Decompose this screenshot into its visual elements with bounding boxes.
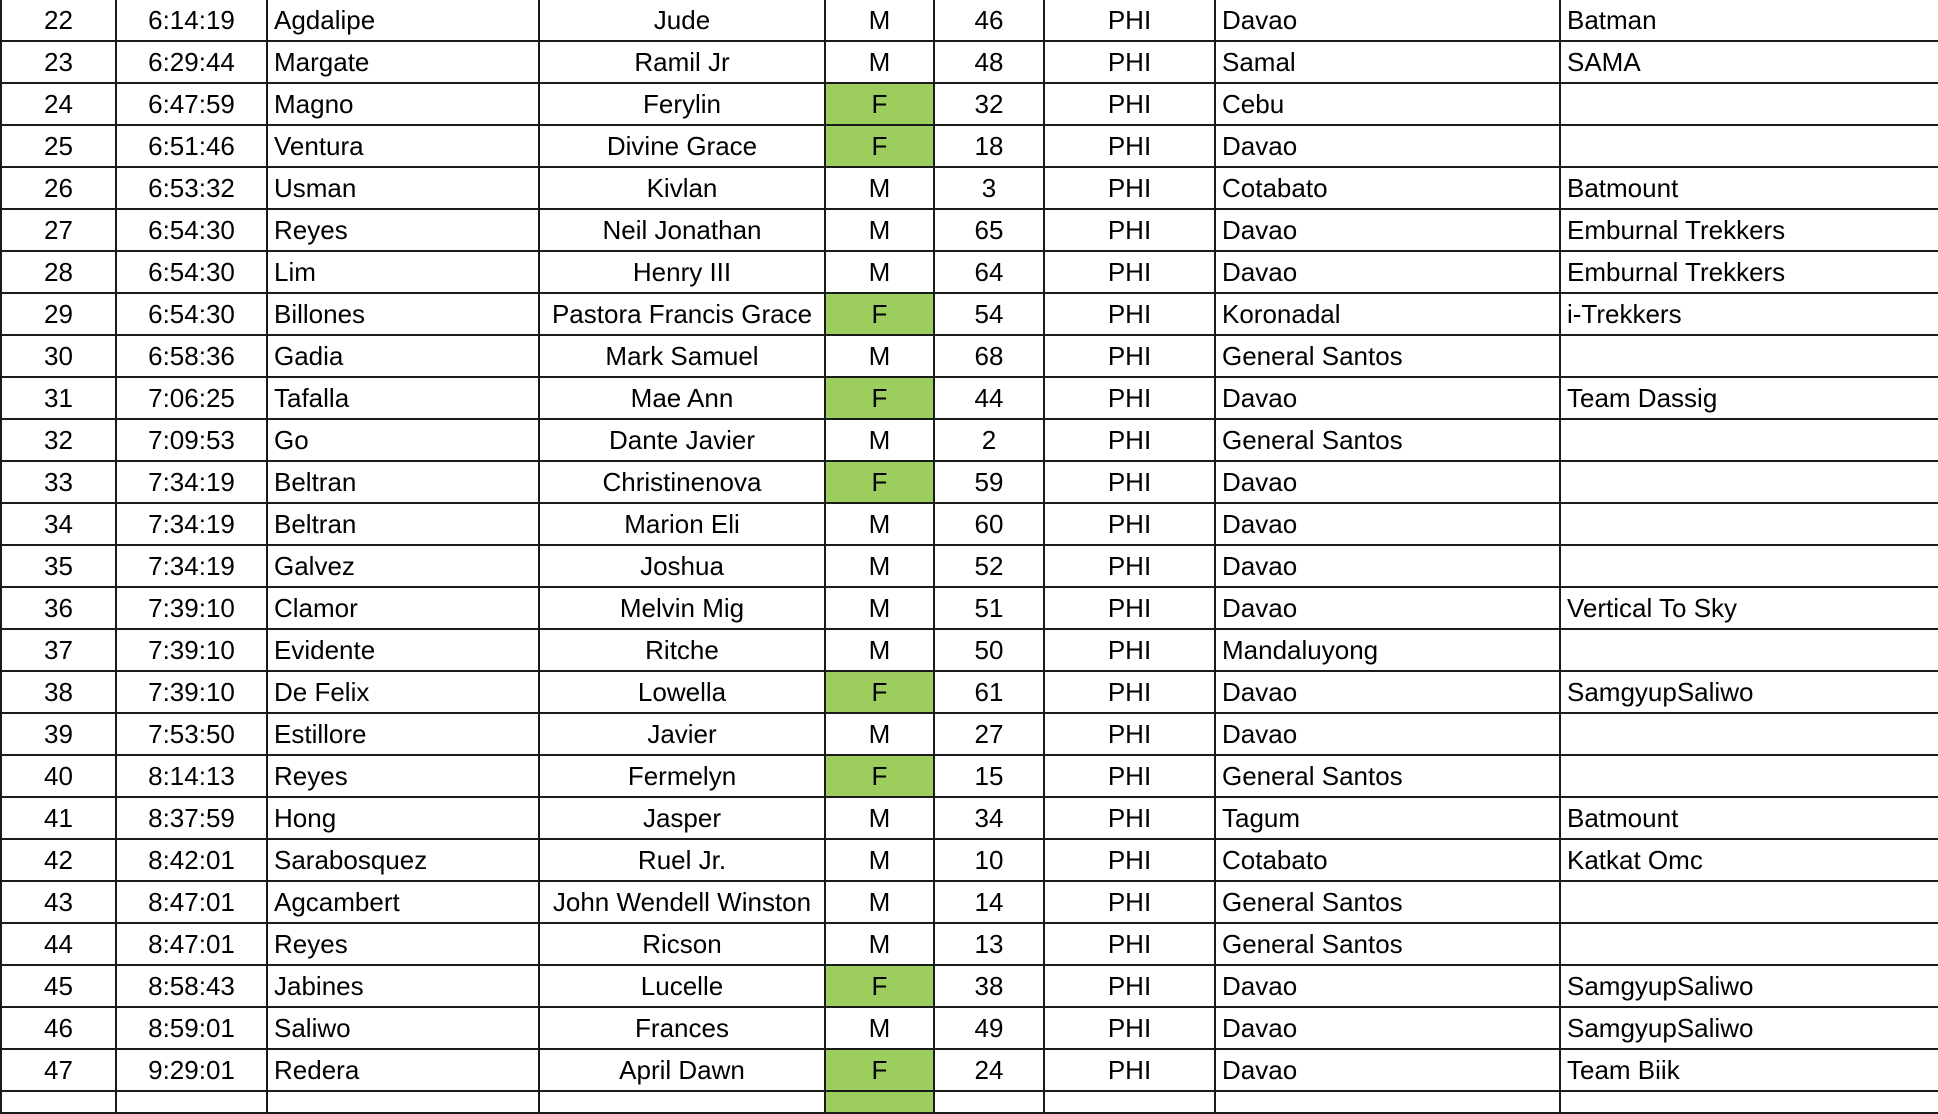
rank-cell[interactable]: 37	[1, 629, 116, 671]
time-cell[interactable]: 8:58:43	[116, 965, 267, 1007]
gender-cell[interactable]: M	[825, 251, 934, 293]
time-cell[interactable]: 8:47:01	[116, 923, 267, 965]
city-cell[interactable]: Davao	[1215, 965, 1560, 1007]
first-name-cell[interactable]: Marion Eli	[539, 503, 825, 545]
gender-cell[interactable]: F	[825, 671, 934, 713]
last-name-cell[interactable]: Gadia	[267, 335, 539, 377]
city-cell[interactable]: Mandaluyong	[1215, 629, 1560, 671]
country-cell[interactable]: PHI	[1044, 209, 1215, 251]
team-cell[interactable]	[1560, 419, 1938, 461]
rank-cell[interactable]: 34	[1, 503, 116, 545]
bib-cell[interactable]: 18	[934, 125, 1044, 167]
rank-cell[interactable]: 33	[1, 461, 116, 503]
table-row	[1, 0, 1938, 41]
gender-cell[interactable]: M	[825, 335, 934, 377]
bib-cell[interactable]: 15	[934, 755, 1044, 797]
team-cell[interactable]: Katkat Omc	[1560, 839, 1938, 881]
rank-cell[interactable]: 32	[1, 419, 116, 461]
first-name-cell[interactable]: Lowella	[539, 671, 825, 713]
city-cell[interactable]: Davao	[1215, 377, 1560, 419]
bib-cell[interactable]: 64	[934, 251, 1044, 293]
team-cell[interactable]	[1560, 629, 1938, 671]
last-name-cell[interactable]: Reyes	[267, 755, 539, 797]
city-cell[interactable]: Cotabato	[1215, 167, 1560, 209]
table-row	[1, 293, 1938, 335]
table-row	[1, 923, 1938, 965]
time-cell[interactable]: 7:09:53	[116, 419, 267, 461]
bib-cell[interactable]: 34	[934, 797, 1044, 839]
gender-cell[interactable]: M	[825, 41, 934, 83]
first-name-cell[interactable]: Neil Jonathan	[539, 209, 825, 251]
first-name-cell[interactable]: April Dawn	[539, 1049, 825, 1091]
city-cell[interactable]: Cotabato	[1215, 839, 1560, 881]
bib-cell[interactable]: 44	[934, 377, 1044, 419]
first-name-cell[interactable]: Ruel Jr.	[539, 839, 825, 881]
table-row	[1, 1091, 1938, 1113]
time-cell[interactable]: 8:37:59	[116, 797, 267, 839]
first-name-cell[interactable]: Jude	[539, 0, 825, 41]
time-cell[interactable]: 7:39:10	[116, 587, 267, 629]
gender-cell[interactable]: M	[825, 587, 934, 629]
team-cell[interactable]	[1560, 461, 1938, 503]
last-name-cell[interactable]: Agdalipe	[267, 0, 539, 41]
city-cell[interactable]	[1215, 1091, 1560, 1113]
bib-cell[interactable]: 10	[934, 839, 1044, 881]
rank-cell[interactable]: 42	[1, 839, 116, 881]
rank-cell[interactable]: 40	[1, 755, 116, 797]
gender-cell[interactable]: F	[825, 83, 934, 125]
first-name-cell[interactable]: Mae Ann	[539, 377, 825, 419]
table-row	[1, 839, 1938, 881]
team-cell[interactable]: Vertical To Sky	[1560, 587, 1938, 629]
last-name-cell[interactable]: Magno	[267, 83, 539, 125]
table-row	[1, 209, 1938, 251]
country-cell[interactable]: PHI	[1044, 293, 1215, 335]
team-cell[interactable]	[1560, 335, 1938, 377]
last-name-cell[interactable]: Beltran	[267, 461, 539, 503]
rank-cell[interactable]: 47	[1, 1049, 116, 1091]
gender-cell[interactable]: M	[825, 545, 934, 587]
city-cell[interactable]: Samal	[1215, 41, 1560, 83]
bib-cell[interactable]: 3	[934, 167, 1044, 209]
table-row	[1, 545, 1938, 587]
team-cell[interactable]: SamgyupSaliwo	[1560, 965, 1938, 1007]
last-name-cell[interactable]: Clamor	[267, 587, 539, 629]
city-cell[interactable]: Davao	[1215, 461, 1560, 503]
bib-cell[interactable]: 50	[934, 629, 1044, 671]
rank-cell[interactable]: 45	[1, 965, 116, 1007]
country-cell[interactable]: PHI	[1044, 461, 1215, 503]
table-row	[1, 83, 1938, 125]
gender-cell[interactable]: F	[825, 293, 934, 335]
city-cell[interactable]: Davao	[1215, 251, 1560, 293]
last-name-cell[interactable]: Estillore	[267, 713, 539, 755]
time-cell[interactable]: 6:47:59	[116, 83, 267, 125]
team-cell[interactable]	[1560, 1091, 1938, 1113]
gender-cell[interactable]: M	[825, 713, 934, 755]
city-cell[interactable]: General Santos	[1215, 335, 1560, 377]
city-cell[interactable]: Davao	[1215, 713, 1560, 755]
first-name-cell[interactable]: Divine Grace	[539, 125, 825, 167]
bib-cell[interactable]: 49	[934, 1007, 1044, 1049]
bib-cell[interactable]: 52	[934, 545, 1044, 587]
table-row	[1, 377, 1938, 419]
city-cell[interactable]: Tagum	[1215, 797, 1560, 839]
rank-cell[interactable]	[1, 1091, 116, 1113]
team-cell[interactable]: i-Trekkers	[1560, 293, 1938, 335]
gender-cell[interactable]: F	[825, 1049, 934, 1091]
last-name-cell[interactable]: Lim	[267, 251, 539, 293]
bib-cell[interactable]: 13	[934, 923, 1044, 965]
country-cell[interactable]: PHI	[1044, 881, 1215, 923]
team-cell[interactable]	[1560, 83, 1938, 125]
time-cell[interactable]	[116, 1091, 267, 1113]
last-name-cell[interactable]: Billones	[267, 293, 539, 335]
first-name-cell[interactable]: Ferylin	[539, 83, 825, 125]
team-cell[interactable]: Batmount	[1560, 167, 1938, 209]
time-cell[interactable]: 7:34:19	[116, 545, 267, 587]
team-cell[interactable]	[1560, 713, 1938, 755]
team-cell[interactable]: Emburnal Trekkers	[1560, 251, 1938, 293]
time-cell[interactable]: 7:39:10	[116, 671, 267, 713]
table-row	[1, 167, 1938, 209]
first-name-cell[interactable]	[539, 1091, 825, 1113]
gender-cell[interactable]: F	[825, 965, 934, 1007]
time-cell[interactable]: 7:39:10	[116, 629, 267, 671]
rank-cell[interactable]: 30	[1, 335, 116, 377]
country-cell[interactable]: PHI	[1044, 167, 1215, 209]
team-cell[interactable]: Team Dassig	[1560, 377, 1938, 419]
table-row	[1, 587, 1938, 629]
city-cell[interactable]: General Santos	[1215, 881, 1560, 923]
bib-cell[interactable]: 46	[934, 0, 1044, 41]
gender-cell[interactable]: F	[825, 377, 934, 419]
team-cell[interactable]	[1560, 503, 1938, 545]
last-name-cell[interactable]: Beltran	[267, 503, 539, 545]
country-cell[interactable]: PHI	[1044, 713, 1215, 755]
city-cell[interactable]: General Santos	[1215, 755, 1560, 797]
last-name-cell[interactable]: Redera	[267, 1049, 539, 1091]
first-name-cell[interactable]: Ritche	[539, 629, 825, 671]
rank-cell[interactable]: 28	[1, 251, 116, 293]
city-cell[interactable]: Koronadal	[1215, 293, 1560, 335]
first-name-cell[interactable]: Henry III	[539, 251, 825, 293]
time-cell[interactable]: 8:42:01	[116, 839, 267, 881]
first-name-cell[interactable]: Fermelyn	[539, 755, 825, 797]
team-cell[interactable]	[1560, 755, 1938, 797]
last-name-cell[interactable]: Evidente	[267, 629, 539, 671]
country-cell[interactable]: PHI	[1044, 839, 1215, 881]
rank-cell[interactable]: 41	[1, 797, 116, 839]
bib-cell[interactable]: 54	[934, 293, 1044, 335]
city-cell[interactable]: Davao	[1215, 125, 1560, 167]
table-row	[1, 1049, 1938, 1091]
table-row	[1, 335, 1938, 377]
country-cell[interactable]: PHI	[1044, 503, 1215, 545]
last-name-cell[interactable]: Sarabosquez	[267, 839, 539, 881]
time-cell[interactable]: 7:06:25	[116, 377, 267, 419]
rank-cell[interactable]: 23	[1, 41, 116, 83]
bib-cell[interactable]	[934, 1091, 1044, 1113]
first-name-cell[interactable]: John Wendell Winston	[539, 881, 825, 923]
last-name-cell[interactable]: Go	[267, 419, 539, 461]
country-cell[interactable]: PHI	[1044, 587, 1215, 629]
time-cell[interactable]: 6:53:32	[116, 167, 267, 209]
bib-cell[interactable]: 24	[934, 1049, 1044, 1091]
first-name-cell[interactable]: Christinenova	[539, 461, 825, 503]
rank-cell[interactable]: 22	[1, 0, 116, 41]
country-cell[interactable]: PHI	[1044, 965, 1215, 1007]
table-row	[1, 671, 1938, 713]
team-cell[interactable]: SAMA	[1560, 41, 1938, 83]
team-cell[interactable]	[1560, 923, 1938, 965]
last-name-cell[interactable]: Ventura	[267, 125, 539, 167]
time-cell[interactable]: 7:34:19	[116, 461, 267, 503]
country-cell[interactable]	[1044, 1091, 1215, 1113]
first-name-cell[interactable]: Jasper	[539, 797, 825, 839]
rank-cell[interactable]: 43	[1, 881, 116, 923]
last-name-cell[interactable]: Margate	[267, 41, 539, 83]
table-row	[1, 251, 1938, 293]
rank-cell[interactable]: 36	[1, 587, 116, 629]
team-cell[interactable]: Batman	[1560, 0, 1938, 41]
time-cell[interactable]: 6:54:30	[116, 209, 267, 251]
team-cell[interactable]: SamgyupSaliwo	[1560, 671, 1938, 713]
time-cell[interactable]: 7:53:50	[116, 713, 267, 755]
city-cell[interactable]: Davao	[1215, 545, 1560, 587]
gender-cell[interactable]: M	[825, 797, 934, 839]
first-name-cell[interactable]: Joshua	[539, 545, 825, 587]
last-name-cell[interactable]: Jabines	[267, 965, 539, 1007]
gender-cell[interactable]: M	[825, 923, 934, 965]
time-cell[interactable]: 6:54:30	[116, 293, 267, 335]
rank-cell[interactable]: 39	[1, 713, 116, 755]
city-cell[interactable]: General Santos	[1215, 923, 1560, 965]
table-row	[1, 461, 1938, 503]
table-row	[1, 755, 1938, 797]
rank-cell[interactable]: 27	[1, 209, 116, 251]
bib-cell[interactable]: 59	[934, 461, 1044, 503]
table-row	[1, 881, 1938, 923]
rank-cell[interactable]: 25	[1, 125, 116, 167]
city-cell[interactable]: Davao	[1215, 1049, 1560, 1091]
table-row	[1, 629, 1938, 671]
bib-cell[interactable]: 61	[934, 671, 1044, 713]
team-cell[interactable]: Batmount	[1560, 797, 1938, 839]
team-cell[interactable]	[1560, 125, 1938, 167]
first-name-cell[interactable]: Ramil Jr	[539, 41, 825, 83]
city-cell[interactable]: Davao	[1215, 587, 1560, 629]
rank-cell[interactable]: 38	[1, 671, 116, 713]
time-cell[interactable]: 6:58:36	[116, 335, 267, 377]
table-row	[1, 503, 1938, 545]
time-cell[interactable]: 6:54:30	[116, 251, 267, 293]
first-name-cell[interactable]: Mark Samuel	[539, 335, 825, 377]
bib-cell[interactable]: 2	[934, 419, 1044, 461]
bib-cell[interactable]: 65	[934, 209, 1044, 251]
team-cell[interactable]: Team Biik	[1560, 1049, 1938, 1091]
last-name-cell[interactable]: Reyes	[267, 923, 539, 965]
rank-cell[interactable]: 29	[1, 293, 116, 335]
team-cell[interactable]: SamgyupSaliwo	[1560, 1007, 1938, 1049]
country-cell[interactable]: PHI	[1044, 1049, 1215, 1091]
country-cell[interactable]: PHI	[1044, 377, 1215, 419]
country-cell[interactable]: PHI	[1044, 923, 1215, 965]
table-row	[1, 965, 1938, 1007]
bib-cell[interactable]: 51	[934, 587, 1044, 629]
country-cell[interactable]: PHI	[1044, 629, 1215, 671]
rank-cell[interactable]: 26	[1, 167, 116, 209]
gender-cell[interactable]: M	[825, 1007, 934, 1049]
bib-cell[interactable]: 14	[934, 881, 1044, 923]
country-cell[interactable]: PHI	[1044, 335, 1215, 377]
city-cell[interactable]: Davao	[1215, 671, 1560, 713]
rank-cell[interactable]: 24	[1, 83, 116, 125]
gender-cell[interactable]: M	[825, 0, 934, 41]
time-cell[interactable]: 6:29:44	[116, 41, 267, 83]
table-row	[1, 797, 1938, 839]
gender-cell[interactable]: M	[825, 503, 934, 545]
time-cell[interactable]: 7:34:19	[116, 503, 267, 545]
city-cell[interactable]: Davao	[1215, 1007, 1560, 1049]
table-row	[1, 419, 1938, 461]
gender-cell[interactable]: M	[825, 167, 934, 209]
last-name-cell[interactable]: Tafalla	[267, 377, 539, 419]
bib-cell[interactable]: 32	[934, 83, 1044, 125]
time-cell[interactable]: 8:14:13	[116, 755, 267, 797]
country-cell[interactable]: PHI	[1044, 83, 1215, 125]
country-cell[interactable]: PHI	[1044, 755, 1215, 797]
bib-cell[interactable]: 38	[934, 965, 1044, 1007]
first-name-cell[interactable]: Ricson	[539, 923, 825, 965]
city-cell[interactable]: General Santos	[1215, 419, 1560, 461]
country-cell[interactable]: PHI	[1044, 671, 1215, 713]
bib-cell[interactable]: 68	[934, 335, 1044, 377]
country-cell[interactable]: PHI	[1044, 251, 1215, 293]
rank-cell[interactable]: 46	[1, 1007, 116, 1049]
last-name-cell[interactable]: Reyes	[267, 209, 539, 251]
gender-cell[interactable]: M	[825, 629, 934, 671]
bib-cell[interactable]: 60	[934, 503, 1044, 545]
country-cell[interactable]: PHI	[1044, 125, 1215, 167]
first-name-cell[interactable]: Dante Javier	[539, 419, 825, 461]
table-row	[1, 41, 1938, 83]
country-cell[interactable]: PHI	[1044, 797, 1215, 839]
rank-cell[interactable]: 44	[1, 923, 116, 965]
gender-cell[interactable]: F	[825, 755, 934, 797]
gender-cell[interactable]: M	[825, 839, 934, 881]
results-table-body	[1, 0, 1938, 1113]
country-cell[interactable]: PHI	[1044, 419, 1215, 461]
last-name-cell[interactable]: Hong	[267, 797, 539, 839]
team-cell[interactable]: Emburnal Trekkers	[1560, 209, 1938, 251]
last-name-cell[interactable]	[267, 1091, 539, 1113]
first-name-cell[interactable]: Lucelle	[539, 965, 825, 1007]
country-cell[interactable]: PHI	[1044, 41, 1215, 83]
last-name-cell[interactable]: Agcambert	[267, 881, 539, 923]
first-name-cell[interactable]: Kivlan	[539, 167, 825, 209]
time-cell[interactable]: 9:29:01	[116, 1049, 267, 1091]
first-name-cell[interactable]: Melvin Mig	[539, 587, 825, 629]
time-cell[interactable]: 6:51:46	[116, 125, 267, 167]
team-cell[interactable]	[1560, 881, 1938, 923]
table-row	[1, 1007, 1938, 1049]
last-name-cell[interactable]: De Felix	[267, 671, 539, 713]
rank-cell[interactable]: 35	[1, 545, 116, 587]
city-cell[interactable]: Davao	[1215, 503, 1560, 545]
gender-cell[interactable]: F	[825, 461, 934, 503]
time-cell[interactable]: 6:14:19	[116, 0, 267, 41]
table-row	[1, 125, 1938, 167]
city-cell[interactable]: Davao	[1215, 209, 1560, 251]
time-cell[interactable]: 8:47:01	[116, 881, 267, 923]
time-cell[interactable]: 8:59:01	[116, 1007, 267, 1049]
first-name-cell[interactable]: Pastora Francis Grace	[539, 293, 825, 335]
gender-cell[interactable]: F	[825, 125, 934, 167]
last-name-cell[interactable]: Galvez	[267, 545, 539, 587]
team-cell[interactable]	[1560, 545, 1938, 587]
first-name-cell[interactable]: Javier	[539, 713, 825, 755]
country-cell[interactable]: PHI	[1044, 0, 1215, 41]
last-name-cell[interactable]: Saliwo	[267, 1007, 539, 1049]
gender-cell[interactable]: M	[825, 209, 934, 251]
gender-cell[interactable]	[825, 1091, 934, 1113]
gender-cell[interactable]: M	[825, 419, 934, 461]
first-name-cell[interactable]: Frances	[539, 1007, 825, 1049]
rank-cell[interactable]: 31	[1, 377, 116, 419]
last-name-cell[interactable]: Usman	[267, 167, 539, 209]
bib-cell[interactable]: 27	[934, 713, 1044, 755]
country-cell[interactable]: PHI	[1044, 1007, 1215, 1049]
country-cell[interactable]: PHI	[1044, 545, 1215, 587]
gender-cell[interactable]: M	[825, 881, 934, 923]
table-row	[1, 713, 1938, 755]
bib-cell[interactable]: 48	[934, 41, 1044, 83]
city-cell[interactable]: Davao	[1215, 0, 1560, 41]
city-cell[interactable]: Cebu	[1215, 83, 1560, 125]
